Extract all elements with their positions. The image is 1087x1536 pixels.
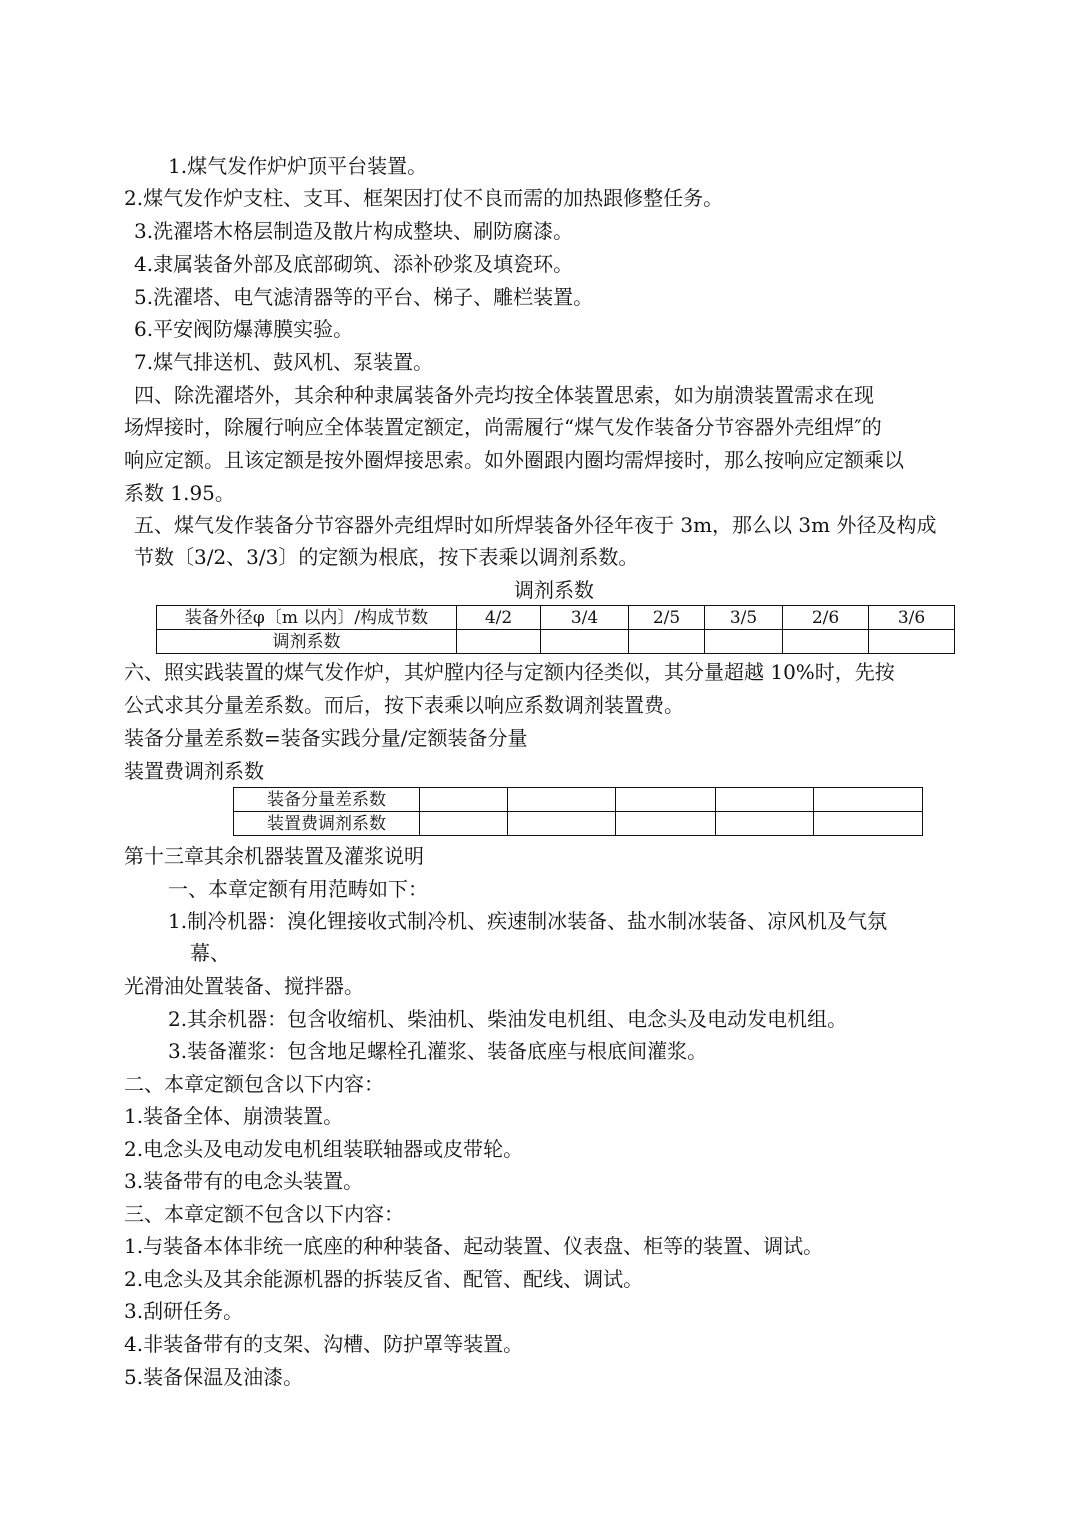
table-cell <box>616 812 716 836</box>
section-6-line-1: 六、照实践装置的煤气发作炉，其炉膛内径与定额内径类似，其分量超越 10%时，先按 <box>124 660 895 684</box>
include-3: 3.装备带有的电念头装置。 <box>124 1169 364 1193</box>
item-3: 3.洗濯塔木格层制造及散片构成整块、刷防腐漆。 <box>134 219 574 243</box>
table-cell <box>814 812 923 836</box>
table-row-label: 装置费调剂系数 <box>234 812 420 836</box>
table-header-cell: 3/6 <box>869 606 955 630</box>
table-cell <box>616 788 716 812</box>
scope-1-line-2: 幕、 <box>190 941 230 965</box>
table-2-title: 装置费调剂系数 <box>124 759 264 783</box>
scope-2: 2.其余机器：包含收缩机、柴油机、柴油发电机组、电念头及电动发电机组。 <box>168 1007 848 1031</box>
adjustment-coefficient-table <box>156 605 955 654</box>
table-cell <box>420 788 508 812</box>
table-row <box>157 630 955 654</box>
table-cell <box>508 788 616 812</box>
section-6-line-2: 公式求其分量差系数。而后，按下表乘以响应系数调剂装置费。 <box>124 693 684 717</box>
table-cell <box>716 788 814 812</box>
section-4-line-3: 响应定额。且该定额是按外圈焊接思索。如外圈跟内圈均需焊接时，那么按响应定额乘以 <box>124 448 904 472</box>
table-row-label: 装备分量差系数 <box>234 788 420 812</box>
weight-formula: 装备分量差系数=装备实践分量/定额装备分量 <box>124 726 528 750</box>
table-header-cell: 2/5 <box>629 606 705 630</box>
include-2: 2.电念头及电动发电机组装联轴器或皮带轮。 <box>124 1137 524 1161</box>
scope-1-line-1: 1.制冷机器：溴化锂接收式制冷机、疾速制冰装备、盐水制冰装备、凉风机及气氛 <box>168 909 888 933</box>
exclude-5: 5.装备保温及油漆。 <box>124 1365 304 1389</box>
exclude-2: 2.电念头及其余能源机器的拆装反省、配管、配线、调试。 <box>124 1267 644 1291</box>
table-row-label: 调剂系数 <box>157 630 457 654</box>
item-1: 1.煤气发作炉炉顶平台装置。 <box>168 154 428 178</box>
item-7: 7.煤气排送机、鼓风机、泵装置。 <box>134 350 434 374</box>
item-6: 6.平安阀防爆薄膜实验。 <box>134 317 354 341</box>
table-cell <box>869 630 955 654</box>
table-cell <box>457 630 541 654</box>
table-cell <box>783 630 869 654</box>
exclude-3: 3.刮研任务。 <box>124 1299 244 1323</box>
section-5-line-2: 节数〔3/2、3/3〕的定额为根底，按下表乘以调剂系数。 <box>134 545 639 569</box>
exclude-4: 4.非装备带有的支架、沟槽、防护罩等装置。 <box>124 1332 524 1356</box>
section-5-line-1: 五、煤气发作装备分节容器外壳组焊时如所焊装备外径年夜于 3m，那么以 3m 外径及构成 <box>134 513 937 537</box>
section-4-line-4: 系数 1.95。 <box>124 481 235 505</box>
section-4-line-2: 场焊接时，除履行响应全体装置定额定，尚需履行“煤气发作装备分节容器外壳组焊″的 <box>124 415 882 439</box>
scope-heading: 一、本章定额有用范畴如下： <box>168 877 428 901</box>
table-cell <box>716 812 814 836</box>
item-4: 4.隶属装备外部及底部砌筑、添补砂浆及填瓷环。 <box>134 252 574 276</box>
scope-1-line-3: 光滑油处置装备、搅拌器。 <box>124 974 364 998</box>
scope-3: 3.装备灌浆：包含地足螺栓孔灌浆、装备底座与根底间灌浆。 <box>168 1039 708 1063</box>
table-cell <box>541 630 629 654</box>
item-2: 2.煤气发作炉支柱、支耳、框架因打仗不良而需的加热跟修整任务。 <box>124 186 724 210</box>
table-cell <box>705 630 783 654</box>
table-header-cell: 4/2 <box>457 606 541 630</box>
table-cell <box>814 788 923 812</box>
table-cell <box>508 812 616 836</box>
table-header-cell: 3/4 <box>541 606 629 630</box>
installation-fee-coefficient-table <box>233 787 923 836</box>
table-row <box>234 812 923 836</box>
item-5: 5.洗濯塔、电气滤清器等的平台、梯子、雕栏装置。 <box>134 285 594 309</box>
include-1: 1.装备全体、崩溃装置。 <box>124 1104 344 1128</box>
table-header-label: 装备外径φ〔m 以内〕/构成节数 <box>157 606 457 630</box>
chapter-title: 第十三章其余机器装置及灌浆说明 <box>124 844 424 868</box>
table-cell <box>420 812 508 836</box>
section-4-line-1: 四、除洗濯塔外，其余种种隶属装备外壳均按全体装置思索，如为崩溃装置需求在现 <box>134 383 874 407</box>
exclude-1: 1.与装备本体非统一底座的种种装备、起动装置、仪表盘、柜等的装置、调试。 <box>124 1234 824 1258</box>
table-header-cell: 3/5 <box>705 606 783 630</box>
table-header-row <box>157 606 955 630</box>
table-1-caption: 调剂系数 <box>514 578 594 602</box>
include-heading: 二、本章定额包含以下内容： <box>124 1072 384 1096</box>
exclude-heading: 三、本章定额不包含以下内容： <box>124 1202 404 1226</box>
table-cell <box>629 630 705 654</box>
table-row <box>234 788 923 812</box>
table-header-cell: 2/6 <box>783 606 869 630</box>
